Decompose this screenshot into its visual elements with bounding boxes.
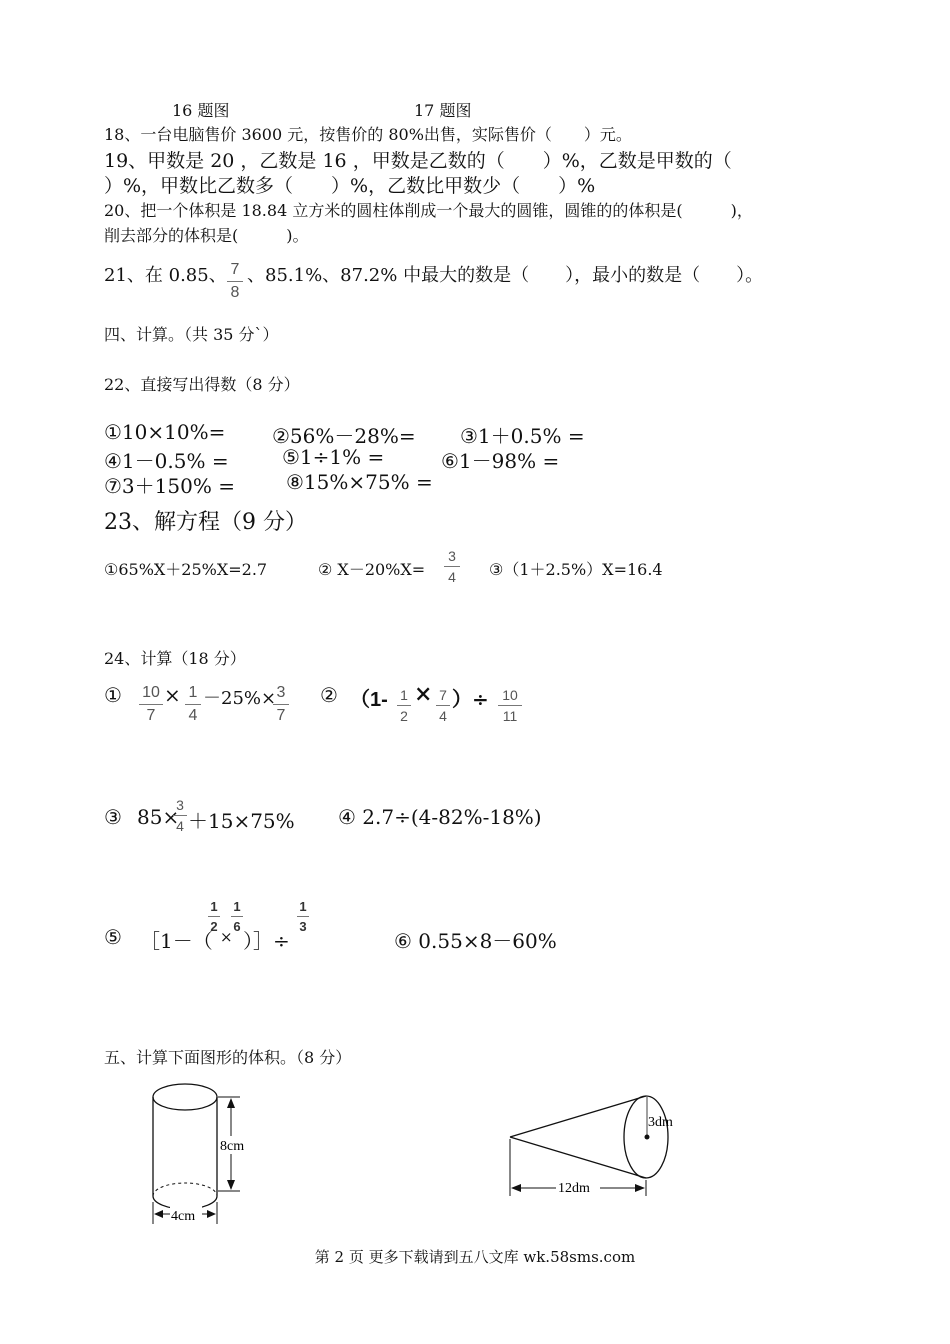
cone-figure bbox=[500, 1088, 690, 1203]
problem-1-mid: －25%× bbox=[203, 688, 277, 709]
question-20-line1: 20、把一个体积是 18.84 立方米的圆柱体削成一个最大的圆锥，圆锥的的体积是( )， bbox=[104, 201, 753, 220]
problem-2-label: ② bbox=[320, 683, 338, 707]
fraction-denominator: 4 bbox=[188, 707, 198, 724]
question-22-title: 22、直接写出得数（8 分） bbox=[104, 375, 300, 394]
problem-6: ⑥ 0.55×8－60% bbox=[394, 929, 557, 953]
question-20-line2: 削去部分的体积是( )。 bbox=[104, 226, 309, 245]
fraction-denominator: 4 bbox=[448, 569, 456, 585]
section-4-heading: 四、计算。（共 35 分`） bbox=[104, 325, 279, 344]
fraction-denominator: 2 bbox=[210, 919, 218, 934]
problem-2-close: ）÷ bbox=[452, 687, 489, 711]
fig17-caption: 17 题图 bbox=[414, 101, 472, 120]
question-21-suffix: 、85.1%、87.2% 中最大的数是（ ），最小的数是（ ）。 bbox=[247, 265, 764, 286]
question-23-title: 23、解方程（9 分） bbox=[104, 510, 307, 535]
fraction-numerator: 3 bbox=[276, 684, 286, 701]
fraction-denominator: 7 bbox=[146, 707, 156, 724]
times-sign: × bbox=[220, 928, 233, 946]
fraction-denominator: 3 bbox=[299, 919, 307, 934]
q22-item-4: ④1－0.5% = bbox=[104, 449, 229, 473]
times-sign: × bbox=[414, 681, 433, 707]
fraction-numerator: 1 bbox=[299, 899, 307, 914]
question-24-title: 24、计算（18 分） bbox=[104, 649, 246, 668]
q22-item-8: ⑧15%×75% = bbox=[286, 470, 433, 494]
problem-2-fraction-a bbox=[397, 688, 411, 723]
fraction-numerator: 10 bbox=[142, 684, 160, 701]
q22-item-7: ⑦3＋150% = bbox=[104, 474, 235, 498]
fraction-numerator: 10 bbox=[502, 687, 518, 703]
equation-3: ③（1＋2.5%）X=16.4 bbox=[489, 560, 663, 579]
problem-2-open: （1- bbox=[350, 689, 388, 711]
fraction-numerator: 1 bbox=[233, 899, 241, 914]
q22-item-2: ②56%－28%= bbox=[272, 424, 416, 448]
problem-5-fraction-b bbox=[231, 900, 243, 933]
question-18: 18、一台电脑售价 3600 元，按售价的 80%出售，实际售价（ ）元。 bbox=[104, 125, 632, 144]
problem-3-suffix: ＋15×75% bbox=[188, 809, 295, 833]
fraction-numerator: 1 bbox=[210, 899, 218, 914]
cylinder-figure bbox=[140, 1078, 270, 1228]
problem-1-label: ① bbox=[104, 683, 122, 707]
fraction-denominator: 4 bbox=[439, 708, 447, 724]
question-19-line1: 19、甲数是 20 ，乙数是 16 ，甲数是乙数的（ ）%，乙数是甲数的（ bbox=[104, 150, 732, 172]
fraction-numerator: 3 bbox=[448, 548, 456, 564]
q22-item-6: ⑥1－98% = bbox=[441, 449, 560, 473]
question-19-line2: ）%，甲数比乙数多（ ）%，乙数比甲数少（ ）% bbox=[104, 175, 596, 197]
equation-2-prefix: ② X－20%X= bbox=[318, 560, 426, 579]
q22-item-3: ③1＋0.5% = bbox=[460, 424, 585, 448]
problem-3-label: ③ bbox=[104, 805, 122, 829]
problem-1-fraction-a bbox=[139, 685, 163, 724]
q22-item-1: ①10×10%= bbox=[104, 420, 226, 444]
problem-5-label: ⑤ bbox=[104, 925, 122, 949]
problem-4: ④ 2.7÷(4-82%-18%) bbox=[338, 805, 542, 829]
problem-5-bracket: ［1－（ bbox=[140, 929, 213, 953]
cone-height-label: 12dm bbox=[558, 1181, 590, 1196]
question-21-prefix: 21、在 0.85、 bbox=[104, 265, 227, 286]
fraction-numerator: 1 bbox=[188, 684, 198, 701]
problem-1-fraction-c bbox=[273, 685, 289, 724]
fraction-denominator: 7 bbox=[276, 707, 286, 724]
cylinder-diameter-label: 4cm bbox=[171, 1209, 196, 1224]
cylinder-height-label: 8cm bbox=[220, 1139, 245, 1154]
problem-1-fraction-b bbox=[185, 685, 201, 724]
fraction-denominator: 4 bbox=[176, 818, 184, 834]
problem-2-fraction-c bbox=[498, 688, 522, 723]
problem-3-prefix: 85× bbox=[137, 805, 180, 829]
fraction-numerator: 1 bbox=[400, 687, 408, 703]
page-footer: 第 2 页 更多下载请到五八文库 wk.58sms.com bbox=[314, 1248, 636, 1266]
fraction-numerator: 7 bbox=[439, 687, 447, 703]
problem-5-fraction-a bbox=[208, 900, 220, 933]
fraction-denominator: 11 bbox=[502, 708, 518, 724]
fig16-caption: 16 题图 bbox=[172, 101, 230, 120]
fraction-denominator: 6 bbox=[233, 919, 241, 934]
fraction-numerator: 7 bbox=[230, 261, 240, 278]
fraction-denominator: 2 bbox=[400, 708, 408, 724]
problem-5-fraction-c bbox=[297, 900, 309, 933]
fraction-denominator: 8 bbox=[230, 284, 240, 301]
question-21-fraction bbox=[227, 262, 243, 301]
times-sign: × bbox=[164, 683, 181, 707]
problem-5-close: ）］÷ bbox=[243, 929, 290, 953]
equation-1: ①65%X＋25%X=2.7 bbox=[104, 560, 268, 579]
cone-radius-label: 3dm bbox=[648, 1115, 673, 1130]
section-5-heading: 五、计算下面图形的体积。（8 分） bbox=[104, 1048, 352, 1067]
equation-2-fraction bbox=[444, 549, 460, 584]
fraction-numerator: 3 bbox=[176, 797, 184, 813]
problem-2-fraction-b bbox=[436, 688, 450, 723]
q22-item-5: ⑤1÷1% = bbox=[282, 445, 385, 469]
problem-3-fraction bbox=[173, 798, 187, 833]
